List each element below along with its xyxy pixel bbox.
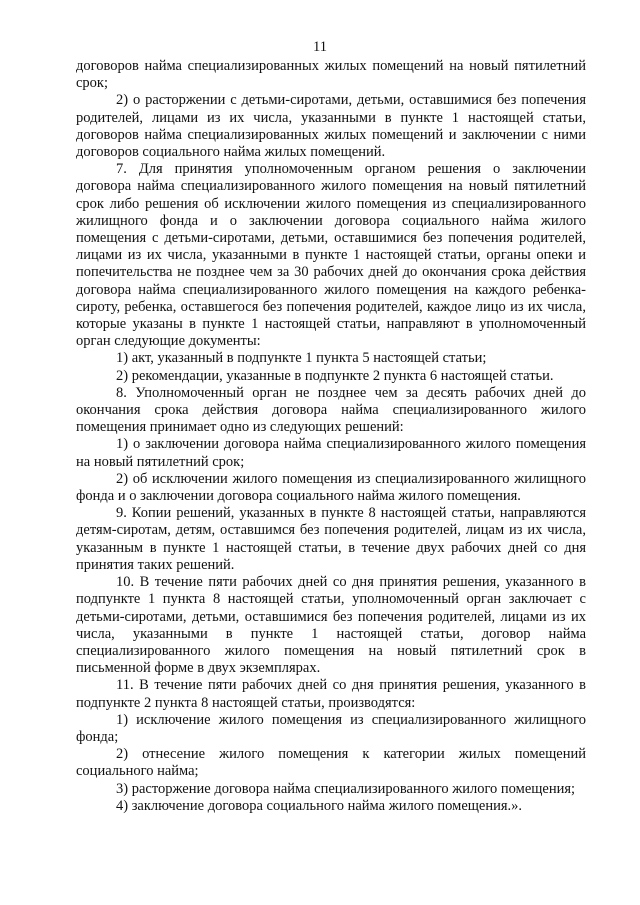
paragraph: 1) акт, указанный в подпункте 1 пункта 5 настоящей статьи;: [116, 350, 487, 367]
paragraph: 4) заключение договора социального найма жилого помещения.».: [116, 797, 523, 814]
paragraph: 11. В течение пяти рабочих дней со дня принятия решения, указанного в подпункте 2 пункта 8 настоящей статьи, производятся:: [76, 677, 586, 711]
paragraph: 2) об исключении жилого помещения из специализированного жилищного фонда и о заключении договора социального найма жилого помещения.: [76, 470, 586, 505]
paragraph: 1) о заключении договора найма специализированного жилого помещения на новый пятилетний срок;: [76, 436, 586, 470]
paragraph: 9. Копии решений, указанных в пункте 8 настоящей статьи, направляются детям-сиротам, детям, оставшимся без попечения родителей, лицам из их числа, указанным в пункте 1 настоящей статьи, в течение двух рабочих дней со дня принятия таких решений.: [76, 505, 586, 573]
page-number: 11: [313, 39, 327, 55]
paragraph: 8. Уполномоченный орган не позднее чем за десять рабочих дней до окончания срока действия договора найма специализированного жилого помещения принимает одно из следующих решений:: [76, 384, 586, 436]
paragraph: 2) рекомендации, указанные в подпункте 2 пункта 6 настоящей статьи.: [116, 367, 554, 384]
document-body: [76, 58, 586, 815]
paragraph: 2) отнесение жилого помещения к категории жилых помещений социального найма;: [76, 746, 586, 780]
paragraph: 7. Для принятия уполномоченным органом решения о заключении договора найма специализированного жилого помещения на новый пятилетний срок либо решения об исключении жилого помещения из специализированного жилищного фонда и о заключении договора социального найма жилого помещения с детьми-сиротами, детьми, оставшимися без попечения родителей, лицами из их числа, указанными в пункте 1 настоящей статьи, органы опеки и попечительства не позднее чем за 30 рабочих дней до окончания срока действия договора найма специализированного жилого помещения на каждого ребенка-сироту, ребенка, оставшегося без попечения родителей, каждое лицо из их числа, которые указаны в пункте 1 настоящей статьи, направляют в уполномоченный орган следующие документы:: [76, 161, 586, 350]
paragraph: 3) расторжение договора найма специализированного жилого помещения;: [116, 780, 576, 797]
paragraph: 10. В течение пяти рабочих дней со дня принятия решения, указанного в подпункте 1 пункта 8 настоящей статьи, уполномоченный орган заключает с детьми-сиротами, детьми, оставшимися без попечения родителей, лицами из их числа, указанными в пункте 1 настоящей статьи, договор найма специализированного жилого помещения на новый пятилетний срок в письменной форме в двух экземплярах.: [76, 574, 586, 677]
paragraph: 1) исключение жилого помещения из специализированного жилищного фонда;: [76, 711, 586, 745]
paragraph: договоров найма специализированных жилых помещений на новый пятилетний срок;: [76, 58, 586, 92]
paragraph: 2) о расторжении с детьми-сиротами, детьми, оставшимися без попечения родителей, лицами из их числа, указанными в пункте 1 настоящей статьи, договоров найма специализированных жилых помещений и заключении с ними договоров социального найма жилых помещений.: [76, 92, 586, 161]
